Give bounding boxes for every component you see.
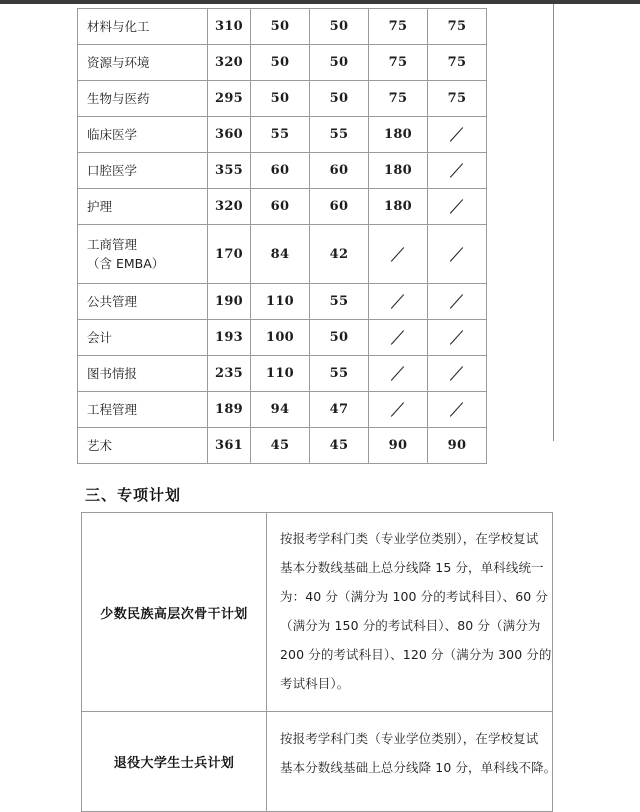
subject-cell	[78, 428, 208, 464]
score-cell-s4: 75	[428, 9, 487, 45]
score-cell-s2: 60	[310, 189, 369, 225]
subject-name: 材料与化工	[87, 18, 150, 34]
score-cell-s4	[428, 189, 487, 225]
program-name-cell: 少数民族高层次骨干计划	[82, 513, 267, 712]
score-cell-s1: 110	[251, 356, 310, 392]
score-cell-total: 170	[208, 225, 251, 284]
score-lines-table	[77, 8, 487, 464]
description-line: 为：40 分（满分为 100 分的考试科目）、60 分	[280, 589, 549, 604]
description-line: 按报考学科门类（专业学位类别），在学校复试	[280, 531, 539, 546]
table-row	[78, 81, 487, 117]
score-cell-s3: 180	[369, 189, 428, 225]
score-cell-s4	[428, 153, 487, 189]
subject-cell	[78, 45, 208, 81]
score-cell-s1: 50	[251, 81, 310, 117]
program-description-cell	[267, 513, 553, 712]
score-cell-s1: 110	[251, 284, 310, 320]
not-applicable-slash-icon: ／	[391, 329, 405, 347]
score-cell-s2: 50	[310, 45, 369, 81]
special-programs-table	[81, 512, 557, 812]
subject-name: 生物与医药	[87, 90, 150, 106]
score-cell-s2: 45	[310, 428, 369, 464]
page-title: 三、专项计划	[85, 486, 182, 504]
score-cell-total: 320	[208, 45, 251, 81]
score-cell-s2: 42	[310, 225, 369, 284]
score-cell-s2: 50	[310, 81, 369, 117]
subject-name: 工程管理	[87, 401, 138, 417]
score-cell-s3	[369, 284, 428, 320]
score-cell-s1: 50	[251, 9, 310, 45]
subject-name: 艺术	[87, 437, 113, 453]
subject-name-secondary: （含 EMBA）	[87, 256, 165, 271]
not-applicable-slash-icon: ／	[391, 365, 405, 383]
description-line: 按报考学科门类（专业学位类别），在学校复试	[280, 731, 539, 746]
description-line: 考试科目）。	[280, 676, 350, 691]
not-applicable-slash-icon: ／	[450, 162, 464, 180]
score-cell-s4	[428, 284, 487, 320]
subject-cell	[78, 225, 208, 284]
score-cell-s4: 75	[428, 45, 487, 81]
description-line: （满分为 150 分的考试科目）、80 分（满分为	[280, 618, 541, 633]
subject-name: 工商管理	[87, 236, 138, 252]
score-cell-s3: 90	[369, 428, 428, 464]
score-cell-s3	[369, 320, 428, 356]
program-description-cell	[267, 712, 557, 812]
score-cell-s1: 50	[251, 45, 310, 81]
score-cell-total: 355	[208, 153, 251, 189]
score-cell-s3	[369, 356, 428, 392]
score-cell-s3: 180	[369, 153, 428, 189]
table-row	[78, 117, 487, 153]
program-name-cell: 退役大学生士兵计划	[82, 712, 267, 812]
table-row	[78, 153, 487, 189]
score-cell-s4	[428, 117, 487, 153]
subject-name: 资源与环境	[87, 54, 150, 70]
subject-name: 临床医学	[87, 126, 138, 142]
score-cell-s2: 50	[310, 320, 369, 356]
not-applicable-slash-icon: ／	[450, 198, 464, 216]
score-cell-s1: 100	[251, 320, 310, 356]
subject-cell	[78, 392, 208, 428]
subject-name: 护理	[87, 198, 113, 214]
score-cell-s2: 55	[310, 117, 369, 153]
not-applicable-slash-icon: ／	[450, 365, 464, 383]
table-row	[78, 9, 487, 45]
subject-name: 会计	[87, 329, 113, 345]
table-row	[78, 189, 487, 225]
score-cell-total: 361	[208, 428, 251, 464]
score-cell-s3: 180	[369, 117, 428, 153]
table-row	[78, 320, 487, 356]
table-row	[78, 284, 487, 320]
subject-name: 公共管理	[87, 293, 138, 309]
score-cell-s1: 60	[251, 153, 310, 189]
table-row	[78, 356, 487, 392]
score-cell-s3: 75	[369, 81, 428, 117]
program-row	[82, 513, 553, 712]
score-cell-s4	[428, 392, 487, 428]
score-cell-s4	[428, 356, 487, 392]
score-cell-s2: 60	[310, 153, 369, 189]
page-margin-rule	[553, 4, 554, 441]
score-cell-total: 190	[208, 284, 251, 320]
score-cell-total: 193	[208, 320, 251, 356]
score-cell-s4	[428, 225, 487, 284]
table-row	[78, 428, 487, 464]
score-cell-s1: 45	[251, 428, 310, 464]
description-line: 基本分数线基础上总分线降 10 分，单科线不降。	[280, 760, 557, 775]
score-cell-s4	[428, 320, 487, 356]
subject-cell	[78, 356, 208, 392]
top-edge-bar	[0, 0, 640, 4]
not-applicable-slash-icon: ／	[450, 329, 464, 347]
table-row	[78, 392, 487, 428]
subject-cell	[78, 81, 208, 117]
score-cell-total: 310	[208, 9, 251, 45]
score-cell-total: 189	[208, 392, 251, 428]
subject-cell	[78, 320, 208, 356]
score-cell-s2: 47	[310, 392, 369, 428]
not-applicable-slash-icon: ／	[450, 245, 464, 264]
score-cell-s1: 55	[251, 117, 310, 153]
score-cell-s1: 84	[251, 225, 310, 284]
score-cell-s1: 60	[251, 189, 310, 225]
score-cell-s2: 55	[310, 284, 369, 320]
score-cell-s2: 50	[310, 9, 369, 45]
score-cell-total: 360	[208, 117, 251, 153]
score-cell-s3: 75	[369, 45, 428, 81]
subject-name: 图书情报	[87, 365, 138, 381]
description-line: 基本分数线基础上总分线降 15 分，单科线统一	[280, 560, 544, 575]
table-row	[78, 225, 487, 284]
not-applicable-slash-icon: ／	[391, 401, 405, 419]
score-cell-s1: 94	[251, 392, 310, 428]
not-applicable-slash-icon: ／	[391, 245, 405, 264]
not-applicable-slash-icon: ／	[391, 293, 405, 311]
subject-cell	[78, 284, 208, 320]
not-applicable-slash-icon: ／	[450, 293, 464, 311]
score-cell-s4: 90	[428, 428, 487, 464]
subject-cell	[78, 9, 208, 45]
subject-cell	[78, 153, 208, 189]
score-cell-s3	[369, 225, 428, 284]
subject-cell	[78, 117, 208, 153]
program-row	[82, 712, 553, 812]
subject-cell	[78, 189, 208, 225]
description-line: 200 分的考试科目）、120 分（满分为 300 分的	[280, 647, 552, 662]
score-cell-s3: 75	[369, 9, 428, 45]
not-applicable-slash-icon: ／	[450, 401, 464, 419]
score-cell-total: 295	[208, 81, 251, 117]
score-cell-s3	[369, 392, 428, 428]
score-cell-total: 235	[208, 356, 251, 392]
score-cell-s2: 55	[310, 356, 369, 392]
subject-name: 口腔医学	[87, 162, 138, 178]
score-cell-s4: 75	[428, 81, 487, 117]
not-applicable-slash-icon: ／	[450, 126, 464, 144]
table-row	[78, 45, 487, 81]
score-cell-total: 320	[208, 189, 251, 225]
